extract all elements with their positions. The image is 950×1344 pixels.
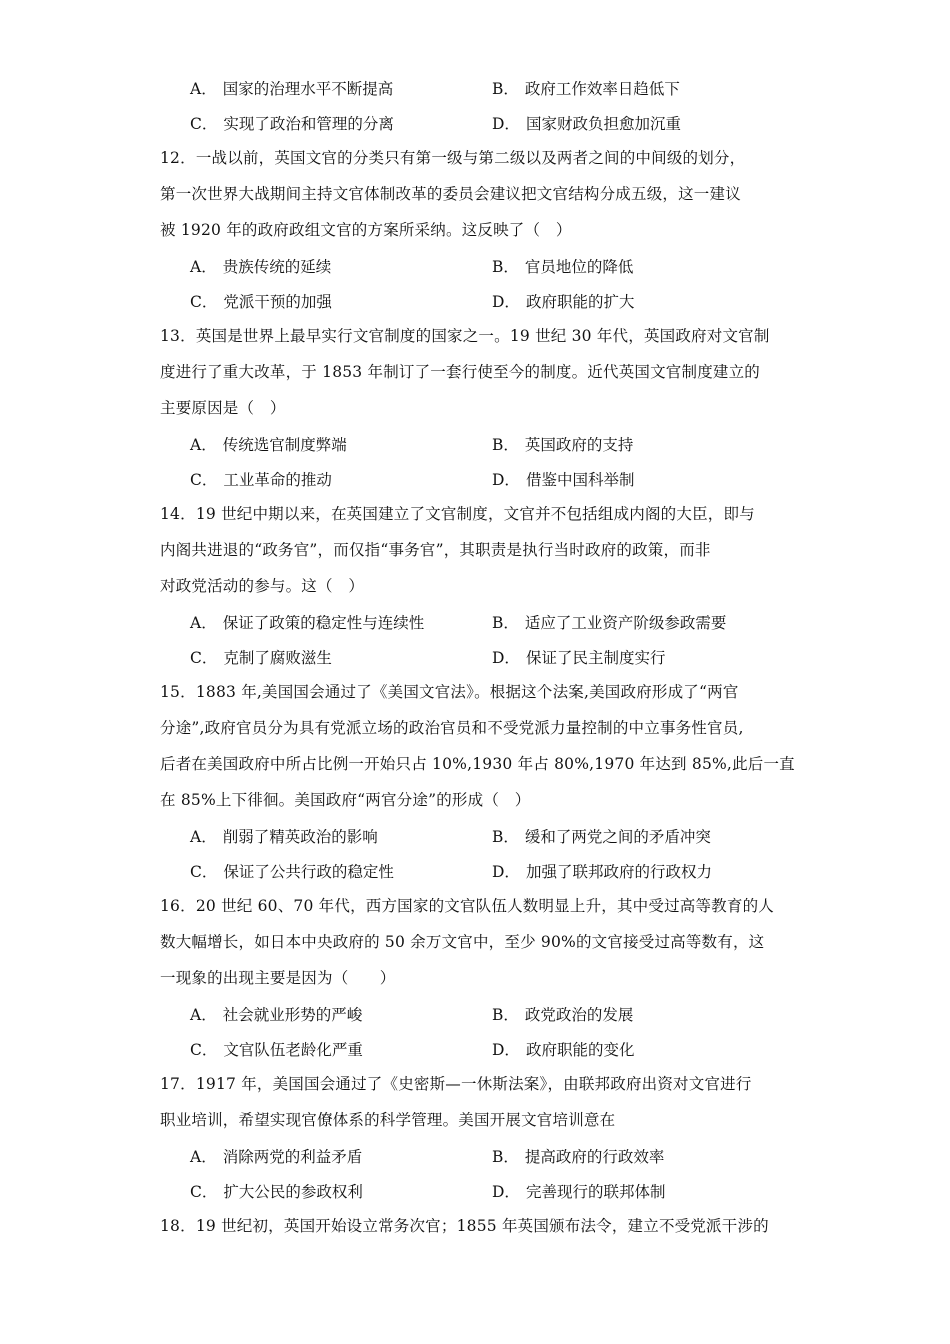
option-row: [160, 426, 800, 461]
option-key: B．: [492, 79, 519, 98]
option-key: C．: [190, 292, 218, 311]
option-row: [160, 818, 800, 853]
option-text: 保证了民主制度实行: [525, 648, 666, 667]
option-key: A．: [190, 1147, 217, 1166]
question-16: [160, 888, 800, 1066]
question-line: 13．英国是世界上最早实行文官制度的国家之一。19 世纪 30 年代，英国政府对文官制: [160, 327, 770, 345]
question-line: 度进行了重大改革，于 1853 年制订了一套行使至今的制度。近代英国文官制度建立的: [160, 363, 761, 381]
option-key: C．: [190, 1182, 218, 1201]
option-row: [160, 853, 800, 888]
option-c: [160, 468, 492, 490]
option-b: [492, 433, 794, 455]
option-a: [160, 77, 492, 99]
question-line: 主要原因是（ ）: [160, 399, 286, 417]
option-c: [160, 290, 492, 312]
option-b: [492, 255, 794, 277]
option-text: 加强了联邦政府的行政权力: [525, 862, 712, 881]
option-row: [160, 461, 800, 496]
option-text: 保证了政策的稳定性与连续性: [222, 613, 425, 632]
option-text: 实现了政治和管理的分离: [223, 114, 394, 133]
question-line: 被 1920 年的政府政组文官的方案所采纳。这反映了（ ）: [160, 221, 572, 239]
option-b: [492, 611, 794, 633]
option-key: D．: [492, 648, 520, 667]
option-a: [160, 1003, 492, 1025]
option-text: 官员地位的降低: [524, 257, 634, 276]
option-key: A．: [190, 1005, 217, 1024]
option-d: [492, 860, 794, 882]
option-key: D．: [492, 1040, 520, 1059]
option-text: 提高政府的行政效率: [524, 1147, 665, 1166]
option-key: D．: [492, 114, 520, 133]
option-a: [160, 825, 492, 847]
option-d: [492, 290, 794, 312]
option-d: [492, 1180, 794, 1202]
option-c: [160, 1180, 492, 1202]
option-key: C．: [190, 114, 218, 133]
option-text: 缓和了两党之间的矛盾冲突: [524, 827, 711, 846]
option-key: A．: [190, 827, 217, 846]
option-row: [160, 604, 800, 639]
option-key: B．: [492, 613, 519, 632]
question-line: 14．19 世纪中期以来，在英国建立了文官制度，文官并不包括组成内阁的大臣，即与: [160, 505, 755, 523]
option-key: A．: [190, 435, 217, 454]
option-key: B．: [492, 257, 519, 276]
option-key: C．: [190, 470, 218, 489]
option-row: [160, 283, 800, 318]
option-key: A．: [190, 257, 217, 276]
option-text: 扩大公民的参政权利: [223, 1182, 363, 1201]
question-line: 数大幅增长，如日本中央政府的 50 余万文官中，至少 90%的文官接受过高等数有，这: [160, 933, 765, 951]
option-key: C．: [190, 648, 218, 667]
question-line: 职业培训，希望实现官僚体系的科学管理。美国开展文官培训意在: [160, 1111, 616, 1129]
option-text: 政府工作效率日趋低下: [524, 79, 680, 98]
option-text: 传统选官制度弊端: [222, 435, 347, 454]
option-a: [160, 255, 492, 277]
option-text: 英国政府的支持: [524, 435, 634, 454]
option-row: [160, 105, 800, 140]
option-key: B．: [492, 1147, 519, 1166]
option-text: 国家财政负担愈加沉重: [525, 114, 681, 133]
option-text: 削弱了精英政治的影响: [222, 827, 378, 846]
option-c: [160, 646, 492, 668]
option-d: [492, 1038, 794, 1060]
option-b: [492, 1145, 794, 1167]
option-a: [160, 611, 492, 633]
option-text: 保证了公共行政的稳定性: [223, 862, 394, 881]
option-b: [492, 1003, 794, 1025]
option-text: 工业革命的推动: [223, 470, 332, 489]
option-key: B．: [492, 1005, 519, 1024]
option-row: [160, 996, 800, 1031]
question-line: 15．1883 年,美国国会通过了《美国文官法》。根据这个法案,美国政府形成了“两官: [160, 683, 739, 701]
option-text: 国家的治理水平不断提高: [222, 79, 394, 98]
option-row: [160, 639, 800, 674]
option-key: D．: [492, 1182, 520, 1201]
question-line: 16．20 世纪 60、70 年代，西方国家的文官队伍人数明显上升，其中受过高等教育的人: [160, 897, 774, 915]
option-key: D．: [492, 862, 520, 881]
option-text: 政府职能的扩大: [525, 292, 635, 311]
question-line: 在 85%上下徘徊。美国政府“两官分途”的形成（ ）: [160, 791, 531, 809]
option-key: D．: [492, 470, 520, 489]
question-13: [160, 318, 800, 496]
question-line: 分途”,政府官员分为具有党派立场的政治官员和不受党派力量控制的中立事务性官员,: [160, 719, 744, 737]
option-key: B．: [492, 827, 519, 846]
option-row: [160, 248, 800, 283]
option-d: [492, 468, 794, 490]
option-a: [160, 433, 492, 455]
option-text: 借鉴中国科举制: [525, 470, 635, 489]
option-b: [492, 825, 794, 847]
option-text: 贵族传统的延续: [222, 257, 332, 276]
option-key: C．: [190, 862, 218, 881]
question-line: 一现象的出现主要是因为（ ）: [160, 969, 396, 987]
option-key: C．: [190, 1040, 218, 1059]
question-line: 后者在美国政府中所占比例一开始只占 10%,1930 年占 80%,1970 年达到 85%,此后一直: [160, 755, 795, 773]
option-text: 克制了腐败滋生: [223, 648, 332, 667]
option-key: A．: [190, 79, 217, 98]
option-b: [492, 77, 794, 99]
option-text: 消除两党的利益矛盾: [222, 1147, 363, 1166]
option-text: 政党政治的发展: [524, 1005, 634, 1024]
question-12: [160, 140, 800, 318]
question-14: [160, 496, 800, 674]
option-text: 文官队伍老龄化严重: [223, 1040, 363, 1059]
question-line: 12．一战以前，英国文官的分类只有第一级与第二级以及两者之间的中间级的划分，: [160, 149, 746, 167]
option-row: [160, 1031, 800, 1066]
options-q11: [160, 70, 800, 140]
option-key: A．: [190, 613, 217, 632]
question-line: 17．1917 年，美国国会通过了《史密斯—一休斯法案》，由联邦政府出资对文官进行: [160, 1075, 752, 1093]
question-15: [160, 674, 800, 888]
question-line: 18．19 世纪初，英国开始设立常务次官；1855 年英国颁布法令，建立不受党派干涉的: [160, 1217, 769, 1235]
option-text: 社会就业形势的严峻: [222, 1005, 363, 1024]
option-c: [160, 860, 492, 882]
question-17: [160, 1066, 800, 1208]
option-key: B．: [492, 435, 519, 454]
option-row: [160, 1138, 800, 1173]
option-row: [160, 70, 800, 105]
option-text: 政府职能的变化: [525, 1040, 635, 1059]
option-d: [492, 646, 794, 668]
option-row: [160, 1173, 800, 1208]
question-18: [160, 1208, 800, 1244]
option-text: 完善现行的联邦体制: [525, 1182, 666, 1201]
option-key: D．: [492, 292, 520, 311]
question-line: 第一次世界大战期间主持文官体制改革的委员会建议把文官结构分成五级，这一建议: [160, 185, 741, 203]
question-line: 内阁共进退的“政务官”，而仅指“事务官”，其职责是执行当时政府的政策，而非: [160, 541, 711, 559]
question-line: 对政党活动的参与。这（ ）: [160, 577, 365, 595]
option-a: [160, 1145, 492, 1167]
option-d: [492, 112, 794, 134]
option-c: [160, 112, 492, 134]
question-list: [160, 70, 800, 1244]
option-c: [160, 1038, 492, 1060]
option-text: 适应了工业资产阶级参政需要: [524, 613, 727, 632]
option-text: 党派干预的加强: [223, 292, 332, 311]
